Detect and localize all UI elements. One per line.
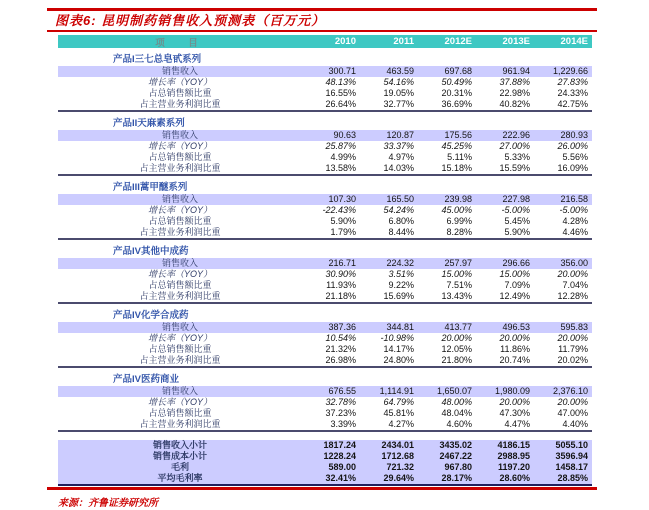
cell-value: 19.05% (383, 88, 414, 98)
product-section-2 (58, 118, 592, 176)
row-label: 占主营业务利润比重 (139, 227, 221, 237)
cell-value: 697.68 (444, 66, 472, 76)
table-row (58, 205, 592, 216)
table-row (58, 77, 592, 88)
cell-value: 36.69% (441, 99, 472, 109)
cell-value: 4.27% (388, 419, 414, 429)
cell-value: 47.30% (499, 408, 530, 418)
bottom-rule (47, 487, 597, 490)
summary-cell-value: 28.60% (499, 473, 530, 483)
cell-value: 9.22% (388, 280, 414, 290)
cell-value: 4.46% (562, 227, 588, 237)
cell-value: 15.00% (499, 269, 530, 279)
section-title: 产品II天麻素系列 (113, 118, 185, 129)
cell-value: 48.04% (441, 408, 472, 418)
cell-value: 224.32 (386, 258, 414, 268)
column-header-2010: 2010 (334, 36, 356, 47)
cell-value: 16.09% (557, 163, 588, 173)
cell-value: 11.93% (326, 280, 356, 290)
row-label: 销售收入 (161, 130, 198, 140)
table-row (58, 194, 592, 205)
cell-value: 961.94 (502, 66, 530, 76)
cell-value: 33.37% (383, 141, 414, 151)
cell-value: 13.58% (325, 163, 356, 173)
summary-row (58, 440, 592, 451)
cell-value: 413.77 (444, 322, 472, 332)
table-row (58, 163, 592, 176)
table-row (58, 322, 592, 333)
cell-value: 4.99% (330, 152, 356, 162)
cell-value: 40.82% (499, 99, 530, 109)
cell-value: 7.51% (446, 280, 472, 290)
cell-value: 15.18% (441, 163, 472, 173)
cell-value: 15.59% (499, 163, 530, 173)
section-title: 产品IV其他中成药 (113, 246, 189, 257)
summary-cell-value: 32.41% (325, 473, 356, 483)
cell-value: 120.87 (386, 130, 414, 140)
cell-value: 5.90% (330, 216, 356, 226)
cell-value: 4.40% (562, 419, 588, 429)
cell-value: 14.03% (383, 163, 414, 173)
column-header-2013E: 2013E (502, 36, 530, 47)
cell-value: 10.54% (325, 333, 356, 343)
row-label: 占主营业务利润比重 (139, 99, 221, 109)
cell-value: 54.16% (383, 77, 414, 87)
table-row (58, 397, 592, 408)
cell-value: 21.18% (325, 291, 356, 301)
cell-value: 20.00% (441, 333, 472, 343)
section-title: 产品III蒿甲醚系列 (113, 182, 188, 193)
section-title: 产品IV化学合成药 (113, 310, 189, 321)
summary-cell-value: 3435.02 (439, 440, 472, 450)
cell-value: 1,650.07 (436, 386, 472, 396)
cell-value: 12.28% (557, 291, 588, 301)
summary-cell-value: 721.32 (386, 462, 414, 472)
table-row (58, 88, 592, 99)
table-row (58, 269, 592, 280)
cell-value: 175.56 (444, 130, 472, 140)
cell-value: 227.98 (502, 194, 530, 204)
cell-value: 13.43% (441, 291, 472, 301)
row-label: 增长率（YOY） (147, 141, 212, 151)
cell-value: 32.77% (383, 99, 414, 109)
cell-value: 24.80% (383, 355, 414, 365)
product-section-4 (58, 246, 592, 304)
column-header-2012E: 2012E (444, 36, 472, 47)
cell-value: 11.79% (558, 344, 588, 354)
section-title: 产品IV医药商业 (113, 374, 179, 385)
cell-value: 165.50 (386, 194, 414, 204)
cell-value: 45.25% (441, 141, 472, 151)
cell-value: 47.00% (557, 408, 588, 418)
cell-value: 90.63 (333, 130, 356, 140)
table-row (58, 141, 592, 152)
title-underline-rule (47, 30, 597, 32)
table-row (58, 344, 592, 355)
cell-value: 8.44% (388, 227, 414, 237)
cell-value: 20.00% (557, 397, 588, 407)
cell-value: 45.00% (441, 205, 472, 215)
cell-value: 1,229.66 (552, 66, 588, 76)
table-row (58, 152, 592, 163)
table-row (58, 99, 592, 112)
summary-cell-value: 2434.01 (381, 440, 414, 450)
cell-value: 1.79% (330, 227, 356, 237)
cell-value: 48.00% (441, 397, 472, 407)
summary-cell-value: 2988.95 (497, 451, 530, 461)
cell-value: 21.80% (441, 355, 472, 365)
summary-cell-value: 589.00 (328, 462, 356, 472)
row-label: 销售收入 (161, 322, 198, 332)
cell-value: 11.86% (500, 344, 530, 354)
cell-value: 4.28% (562, 216, 588, 226)
row-label: 占总销售额比重 (148, 88, 212, 98)
summary-cell-value: 1197.20 (497, 462, 530, 472)
summary-cell-value: 3596.94 (555, 451, 588, 461)
cell-value: 15.69% (383, 291, 414, 301)
cell-value: 22.98% (499, 88, 530, 98)
row-label: 销售收入 (161, 66, 198, 76)
row-label: 增长率（YOY） (147, 269, 212, 279)
product-section-3 (58, 182, 592, 240)
summary-cell-value: 1712.68 (381, 451, 414, 461)
cell-value: 20.00% (557, 333, 588, 343)
source-note: 来源：齐鲁证券研究所 (58, 498, 158, 509)
cell-value: 344.81 (386, 322, 414, 332)
table-row (58, 280, 592, 291)
cell-value: 5.33% (504, 152, 530, 162)
table-row (58, 419, 592, 432)
cell-value: 107.30 (328, 194, 356, 204)
row-label: 销售收入 (161, 386, 198, 396)
cell-value: 2,376.10 (552, 386, 588, 396)
cell-value: 20.31% (441, 88, 472, 98)
cell-value: 280.93 (560, 130, 588, 140)
table-row (58, 386, 592, 397)
summary-cell-value: 2467.22 (439, 451, 472, 461)
cell-value: 387.36 (328, 322, 356, 332)
cell-value: 30.90% (325, 269, 356, 279)
cell-value: 27.00% (499, 141, 530, 151)
cell-value: 16.55% (325, 88, 356, 98)
summary-row-label: 平均毛利率 (157, 473, 203, 483)
summary-cell-value: 4186.15 (497, 440, 530, 450)
cell-value: 64.79% (383, 397, 414, 407)
summary-row (58, 462, 592, 473)
row-label: 占总销售额比重 (148, 152, 212, 162)
cell-value: 21.32% (325, 344, 356, 354)
cell-value: 6.99% (446, 216, 472, 226)
cell-value: 356.00 (560, 258, 588, 268)
cell-value: 300.71 (328, 66, 356, 76)
summary-row (58, 451, 592, 462)
cell-value: 4.97% (388, 152, 414, 162)
summary-row (58, 473, 592, 484)
summary-cell-value: 29.64% (383, 473, 414, 483)
cell-value: 216.58 (560, 194, 588, 204)
row-label: 增长率（YOY） (147, 205, 212, 215)
cell-value: 3.51% (388, 269, 414, 279)
cell-value: 37.23% (325, 408, 356, 418)
summary-cell-value: 967.80 (444, 462, 472, 472)
table-row (58, 216, 592, 227)
summary-cell-value: 1458.17 (555, 462, 588, 472)
cell-value: 12.49% (499, 291, 530, 301)
summary-cell-value: 28.17% (441, 473, 472, 483)
cell-value: 1,980.09 (494, 386, 530, 396)
cell-value: 20.74% (499, 355, 530, 365)
table-row (58, 130, 592, 141)
cell-value: 6.80% (388, 216, 414, 226)
cell-value: 14.17% (383, 344, 414, 354)
summary-row-label: 毛利 (170, 462, 189, 472)
cell-value: 20.00% (499, 333, 530, 343)
cell-value: 5.11% (447, 152, 472, 162)
cell-value: 8.28% (446, 227, 472, 237)
cell-value: 7.04% (562, 280, 588, 290)
cell-value: -5.00% (501, 205, 530, 215)
row-label: 占总销售额比重 (148, 280, 212, 290)
row-label: 占总销售额比重 (148, 408, 212, 418)
table-row (58, 227, 592, 240)
column-header-2011: 2011 (393, 36, 414, 47)
forecast-table (58, 35, 592, 486)
cell-value: -10.98% (380, 333, 414, 343)
cell-value: 26.00% (557, 141, 588, 151)
header-item-label: 项 目 (155, 37, 205, 49)
cell-value: 7.09% (504, 280, 530, 290)
cell-value: 463.59 (386, 66, 414, 76)
cell-value: -5.00% (559, 205, 588, 215)
cell-value: 676.55 (328, 386, 356, 396)
cell-value: 42.75% (557, 99, 588, 109)
section-title: 产品I三七总皂甙系列 (113, 54, 202, 65)
cell-value: 54.24% (383, 205, 414, 215)
cell-value: 4.60% (446, 419, 472, 429)
cell-value: 12.05% (441, 344, 472, 354)
row-label: 增长率（YOY） (147, 77, 212, 87)
cell-value: 257.97 (444, 258, 472, 268)
cell-value: 24.33% (557, 88, 588, 98)
row-label: 销售收入 (161, 258, 198, 268)
cell-value: 20.02% (557, 355, 588, 365)
product-section-1 (58, 54, 592, 112)
summary-cell-value: 5055.10 (555, 440, 588, 450)
summary-cell-value: 1228.24 (323, 451, 356, 461)
row-label: 占主营业务利润比重 (139, 291, 221, 301)
table-header-row (58, 35, 592, 48)
cell-value: 239.98 (444, 194, 472, 204)
row-label: 占主营业务利润比重 (139, 163, 221, 173)
cell-value: 216.71 (328, 258, 356, 268)
cell-value: 5.90% (504, 227, 530, 237)
cell-value: 222.96 (502, 130, 530, 140)
cell-value: 20.00% (499, 397, 530, 407)
cell-value: 15.00% (441, 269, 472, 279)
cell-value: 32.78% (325, 397, 356, 407)
column-header-2014E: 2014E (560, 36, 588, 47)
cell-value: 25.87% (325, 141, 356, 151)
table-row (58, 291, 592, 304)
table-row (58, 258, 592, 269)
cell-value: 26.64% (325, 99, 356, 109)
cell-value: 5.45% (504, 216, 530, 226)
cell-value: 496.53 (502, 322, 530, 332)
cell-value: 27.83% (557, 77, 588, 87)
cell-value: 37.88% (499, 77, 530, 87)
cell-value: 1,114.91 (379, 386, 414, 396)
table-row (58, 408, 592, 419)
row-label: 占总销售额比重 (148, 216, 212, 226)
row-label: 销售收入 (161, 194, 198, 204)
row-label: 占主营业务利润比重 (139, 419, 221, 429)
table-body (58, 54, 592, 432)
row-label: 占总销售额比重 (148, 344, 212, 354)
cell-value: 3.39% (330, 419, 356, 429)
row-label: 占主营业务利润比重 (139, 355, 221, 365)
cell-value: 26.98% (325, 355, 356, 365)
table-row (58, 66, 592, 77)
table-row (58, 333, 592, 344)
cell-value: 48.13% (325, 77, 356, 87)
row-label: 增长率（YOY） (147, 397, 212, 407)
cell-value: 595.83 (560, 322, 588, 332)
product-section-5 (58, 310, 592, 368)
summary-block (58, 440, 592, 486)
figure-title: 图表6: 昆明制药销售收入预测表（百万元） (55, 13, 326, 28)
cell-value: 5.56% (562, 152, 588, 162)
row-label: 增长率（YOY） (147, 333, 212, 343)
cell-value: 45.81% (383, 408, 414, 418)
cell-value: 20.00% (557, 269, 588, 279)
table-row (58, 355, 592, 368)
summary-cell-value: 28.85% (557, 473, 588, 483)
summary-row-label: 销售成本小计 (152, 451, 207, 461)
summary-row-label: 销售收入小计 (152, 440, 207, 450)
report-page (47, 8, 597, 510)
product-section-6 (58, 374, 592, 432)
cell-value: 50.49% (441, 77, 472, 87)
cell-value: 4.47% (504, 419, 530, 429)
cell-value: -22.43% (322, 205, 356, 215)
summary-cell-value: 1817.24 (323, 440, 356, 450)
cell-value: 296.66 (502, 258, 530, 268)
